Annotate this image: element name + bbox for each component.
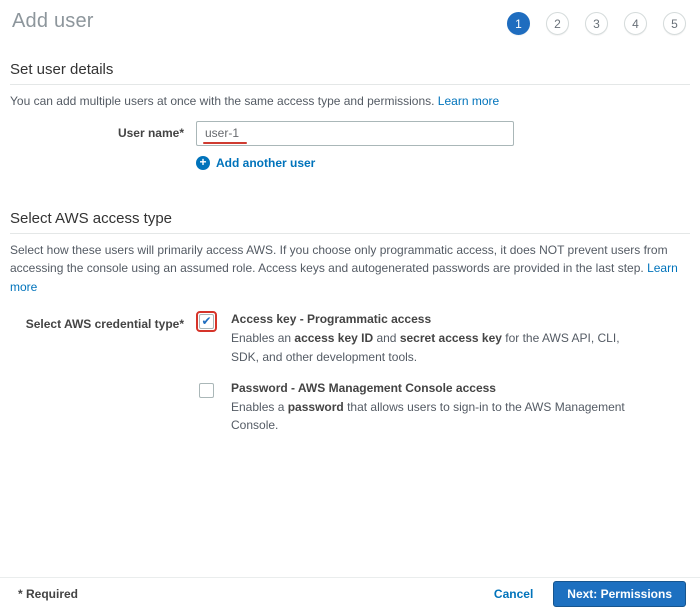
credential-type-label: Select AWS credential type* (25, 317, 184, 332)
username-input-wrap (196, 121, 514, 146)
desc-bold-text: access key ID (294, 331, 374, 346)
desc-text: Enables an (231, 331, 295, 346)
access-type-intro-text: Select how these users will primarily access AWS. If you choose only programmatic access, it does NOT prevent users from accessing the console using an assumed role. Access keys and autogenerated passwords are provided in the last step. (10, 242, 668, 276)
next-permissions-button[interactable]: Next: Permissions (553, 581, 686, 607)
password-option-desc (231, 398, 636, 435)
desc-bold-text: secret access key (399, 331, 502, 346)
set-user-details-section (0, 61, 700, 170)
desc-text: for the AWS API, CLI, SDK, and other development tools. (231, 331, 620, 364)
wizard-step-indicator (507, 12, 688, 35)
credential-options (188, 312, 636, 434)
user-details-intro (10, 92, 690, 111)
step-4-indicator: 4 (624, 12, 647, 35)
desc-bold-text: password (287, 399, 344, 414)
access-key-checkbox[interactable] (199, 314, 214, 329)
password-option-title[interactable]: Password - AWS Management Console access (231, 380, 496, 395)
credential-type-row (10, 312, 690, 434)
learn-more-link-access-type[interactable]: Learn more (10, 261, 678, 294)
desc-text: and (373, 331, 400, 346)
section-divider (10, 233, 690, 234)
annotation-red-box (196, 311, 217, 332)
set-user-details-heading: Set user details (10, 61, 114, 78)
cancel-button[interactable]: Cancel (493, 587, 534, 601)
step-5-indicator: 5 (663, 12, 686, 35)
footer-actions (494, 581, 686, 607)
select-access-type-section (0, 210, 700, 435)
username-input[interactable] (196, 121, 514, 146)
section-divider (10, 84, 690, 85)
add-another-user-button[interactable] (196, 156, 514, 170)
step-2-indicator: 2 (546, 12, 569, 35)
access-key-option-text (231, 312, 636, 366)
access-key-option-desc (231, 329, 636, 366)
required-note: * Required (18, 587, 79, 601)
page-title: Add user (12, 10, 94, 32)
user-details-intro-text: You can add multiple users at once with the same access type and permissions. (10, 94, 435, 108)
step-1-indicator: 1 (507, 12, 530, 35)
desc-text: that allows users to sign-in to the AWS Management Console. (231, 399, 625, 433)
access-key-option-title[interactable]: Access key - Programmatic access (231, 312, 432, 327)
plus-circle-icon: + (196, 156, 210, 170)
desc-text: Enables a (231, 399, 288, 414)
add-another-user-label: Add another user (216, 155, 316, 170)
access-type-intro (10, 241, 690, 297)
checkbox-spacer (196, 380, 217, 401)
password-option (196, 381, 636, 435)
password-option-text (231, 381, 636, 435)
username-field-wrap (188, 121, 514, 170)
password-checkbox[interactable] (199, 383, 214, 398)
step-3-indicator: 3 (585, 12, 608, 35)
check-icon: ✔ (201, 314, 212, 329)
access-key-option (196, 312, 636, 366)
select-access-type-heading: Select AWS access type (10, 209, 173, 227)
page-header (0, 0, 700, 35)
learn-more-link-user-details[interactable]: Learn more (437, 94, 500, 108)
username-label: User name* (117, 125, 184, 140)
username-row (10, 121, 690, 170)
wizard-footer (0, 577, 700, 610)
